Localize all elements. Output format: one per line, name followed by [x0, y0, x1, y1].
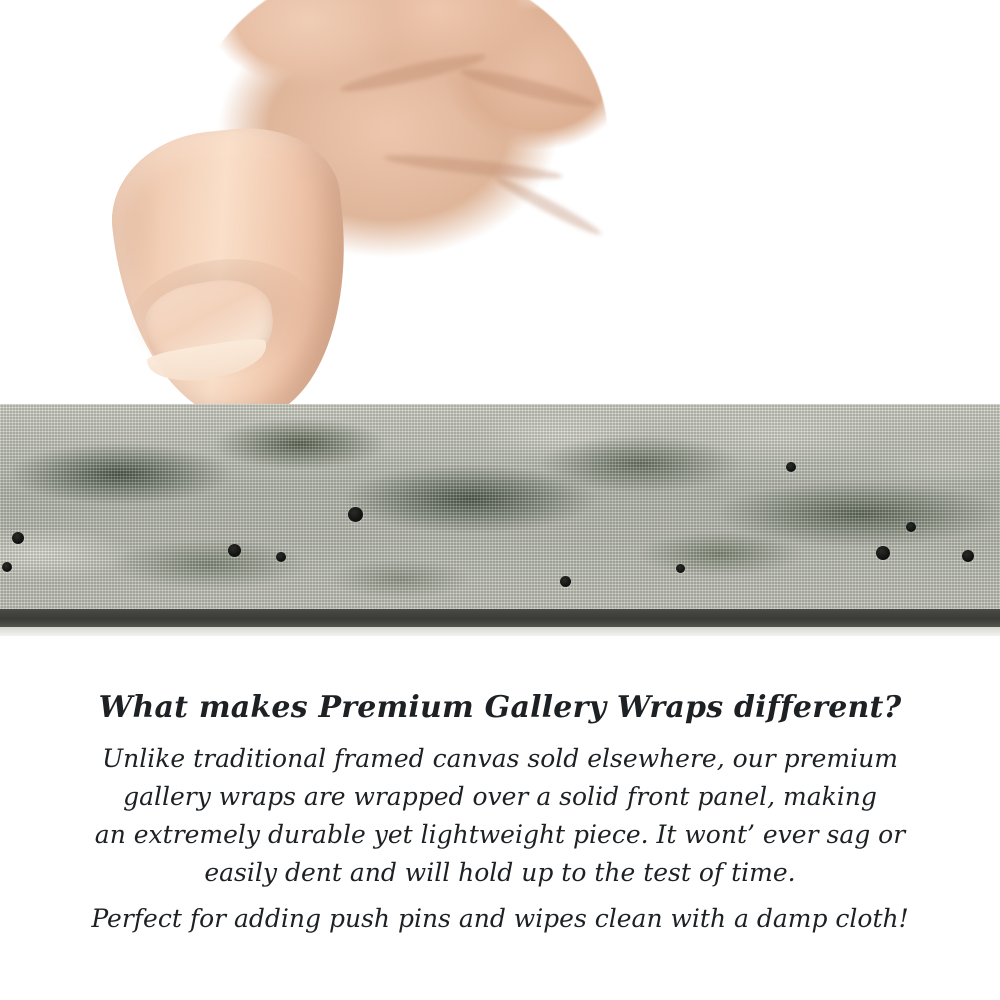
caption-line: an extremely durable yet lightweight piece. It wont’ ever sag or [94, 820, 906, 849]
canvas-wrap-underside [0, 627, 1000, 636]
hand-graphic [118, 0, 588, 430]
caption-body [0, 740, 1000, 892]
pin-hole [348, 507, 363, 522]
canvas-artwork-surface [0, 404, 1000, 609]
caption-line: gallery wraps are wrapped over a solid front panel, making [123, 782, 877, 811]
pin-hole [276, 552, 286, 562]
pin-hole [228, 544, 241, 557]
pin-hole [560, 576, 571, 587]
caption-heading: What makes Premium Gallery Wraps different? [98, 690, 902, 725]
knuckle-crease [458, 63, 598, 112]
caption-last-line: Perfect for adding push pins and wipes clean with a damp cloth! [91, 904, 909, 933]
pin-hole [676, 564, 685, 573]
pin-hole [906, 522, 916, 532]
caption-line: easily dent and will hold up to the test of time. [204, 858, 796, 887]
pin-hole [786, 462, 796, 472]
knuckle-crease [383, 151, 563, 184]
pin-hole [876, 546, 890, 560]
knuckle-crease [492, 173, 604, 240]
pin-hole [2, 562, 12, 572]
caption-block [0, 690, 1000, 938]
caption-line: Unlike traditional framed canvas sold elsewhere, our premium [102, 744, 898, 773]
canvas-wrap-edge [0, 609, 1000, 627]
canvas-wrap-slab [0, 404, 1000, 636]
pin-hole [12, 532, 24, 544]
pin-hole [962, 550, 974, 562]
